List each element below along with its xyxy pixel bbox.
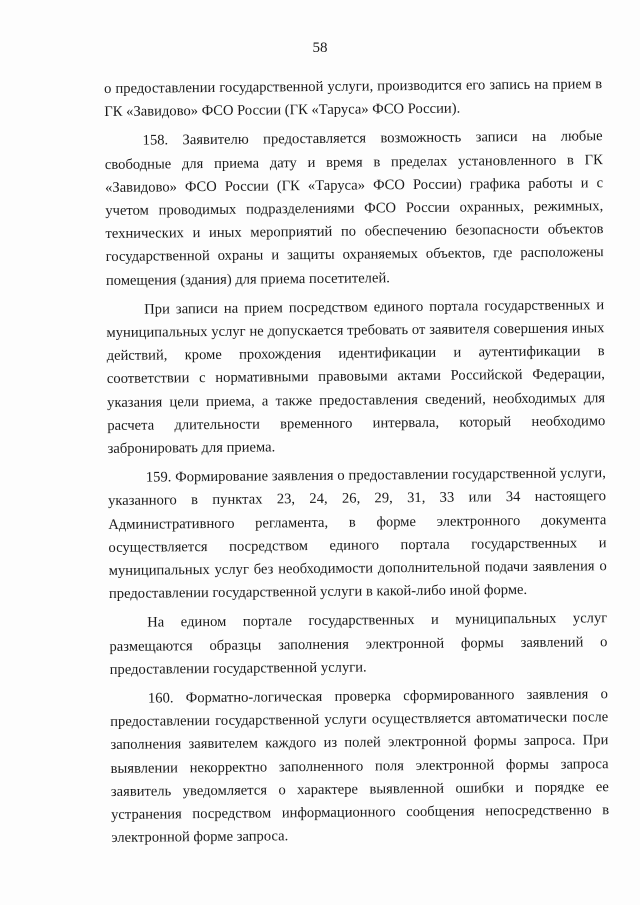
paragraph-appointment-portal: При записи на прием посредством единого портала государственных и муниципальных услуг не допускается требовать от заявителя совершения иных действий, кроме прохождения идентификации и аутентификации в соответствии с нормативными правовыми актами Российской Федерации, указания цели приема, а также предоставления сведений, необходимых для расчета длительности временного интервала, который необходимо забронировать для приема. <box>106 297 606 458</box>
paragraph-160: 160. Форматно-логическая проверка сформированного заявления о предоставлении государственной услуги осуществляется автоматически после заполнения заявителем каждого из полей электронной формы запроса. При выявлении некорректно заполненного поля электронной формы запроса заявитель уведомляется о характере выявленной ошибки и порядке ее устранения посредством информационного сообщения непосредственно в электронной форме запроса. <box>110 686 610 847</box>
page-number: 58 <box>312 40 328 56</box>
paragraph-159: 159. Формирование заявления о предоставлении государственной услуги, указанного в пунктах 23, 24, 26, 29, 31, 33 или 34 настоящего Административного регламента, в форме электронного документа осуществляется посредством единого портала государственных и муниципальных услуг без необходимости дополнительной подачи заявления о предоставлении государственной услуги в какой-либо иной форме. <box>107 465 607 603</box>
paragraph-continuation: о предоставлении государственной услуги, производится его запись на прием в ГК «Завидово» ФСО России (ГК «Таруса» ФСО России). <box>104 76 603 121</box>
paragraph-sample-forms: На едином портале государственных и муниципальных услуг размещаются образцы заполнения электронной формы заявлений о предоставлении государственной услуги. <box>109 610 608 678</box>
document-body <box>104 73 609 856</box>
paragraph-158: 158. Заявителю предоставляется возможность записи на любые свободные для приема дату и время в пределах установленного в ГК «Завидово» ФСО России (ГК «Таруса» ФСО России) графика работы и с учетом проводимых подразделениями ФСО России охранных, режимных, технических и иных мероприятий по обеспечению безопасности объектов государственной охраны и защиты охраняемых объектов, где расположены помещения (здания) для приема посетителей. <box>104 128 604 289</box>
